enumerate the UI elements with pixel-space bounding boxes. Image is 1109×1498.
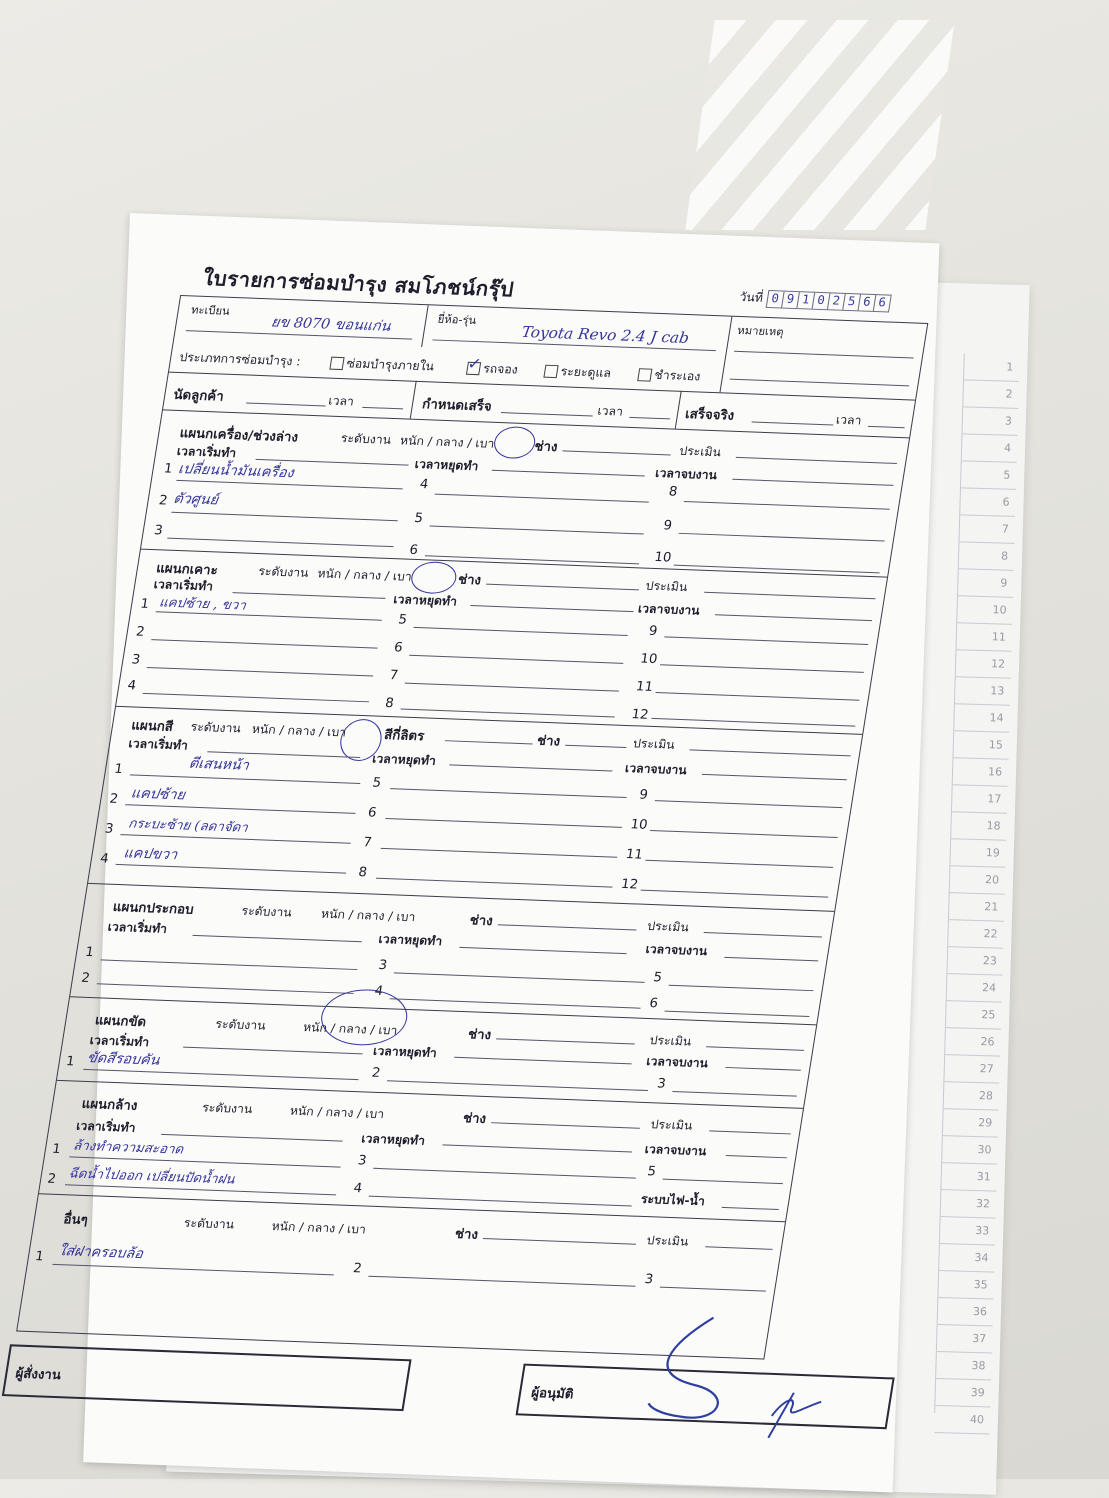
other-dept-label: อื่นๆ	[62, 1212, 89, 1229]
back-sheet-row-number: 26	[945, 1028, 1001, 1057]
start-label: เวลาเริ่มทำ	[88, 1033, 151, 1050]
type-reserved[interactable]	[465, 353, 519, 380]
date-digit: 2	[828, 293, 846, 309]
back-sheet-row-number: 20	[950, 866, 1006, 895]
eval-label: ประเมิน	[648, 1033, 693, 1049]
back-sheet-row-number: 4	[962, 434, 1018, 463]
end-label: เวลาจบงาน	[643, 1142, 708, 1159]
level-label: ระดับงาน	[240, 903, 293, 920]
level-options: หนัก / กลาง / เบา	[302, 1020, 399, 1038]
back-sheet-row-number: 8	[959, 542, 1015, 571]
type-internal-label: ซ่อมบำรุงภายใน	[345, 356, 436, 374]
level-label: ระดับงาน	[257, 564, 310, 580]
model-value: Toyota Revo 2.4 J cab	[520, 322, 691, 348]
back-sheet-row-number: 29	[943, 1109, 999, 1138]
checkbox[interactable]	[637, 368, 652, 381]
plate-label: ทะเบียน	[190, 303, 231, 318]
note-label: หมายเหตุ	[736, 323, 785, 339]
paint-item-1: ตีเสนหน้า	[187, 755, 251, 774]
approver-signature	[614, 1303, 840, 1450]
type-internal[interactable]	[329, 354, 436, 377]
date-digit: 6	[877, 294, 888, 309]
stop-label: เวลาหยุดทำ	[371, 751, 437, 768]
sender-label: ผู้สั่งงาน	[14, 1366, 63, 1384]
stop-label: เวลาหยุดทำ	[360, 1131, 427, 1148]
back-sheet-row-number: 14	[954, 704, 1010, 733]
back-sheet-row-number: 16	[953, 758, 1009, 787]
back-sheet-row-number: 10	[957, 596, 1013, 625]
date-digit: 5	[843, 293, 861, 309]
wash-item-1: ล้างทำความสะอาด	[71, 1138, 185, 1158]
back-sheet-row-number: 24	[947, 974, 1003, 1003]
checkbox[interactable]	[329, 357, 344, 370]
end-label: เวลาจบงาน	[644, 941, 709, 959]
back-sheet-row-number: 22	[948, 920, 1004, 949]
checkbox[interactable]	[543, 365, 558, 378]
paint-section: แผนกสี ระดับงาน หนัก / กลาง / เบา สีกี่ลิตร ช่าง ประเมิน เวลาเริ่มทำ เวลาหยุดทำ เวลาจบงาน 1 ตีเสนหน้า 5 9 2 แคปซ้าย 6 10 3 กระบะซ้าย (ลดาจัดา 7 11 4 แคปขวา 8 12	[88, 706, 862, 912]
tech-label: ช่าง	[533, 439, 559, 456]
start-label: เวลาเริ่มทำ	[127, 736, 189, 753]
other-section: อื่นๆ ระดับงาน หนัก / กลาง / เบา ช่าง ประเมิน 1 ใส่ฝาครอบล้อ 2 3	[17, 1193, 785, 1358]
level-options: หนัก / กลาง / เบา	[270, 1219, 368, 1237]
start-label: เวลาเริ่มทำ	[152, 577, 215, 594]
assembly-section: แผนกประกอบ ระดับงาน หนัก / กลาง / เบา ช่าง ประเมิน เวลาเริ่มทำ เวลาหยุดทำ เวลาจบงาน 1 3 5 2 4 6	[70, 883, 834, 1025]
back-sheet-row-number: 30	[942, 1136, 998, 1165]
paint-item-4: แคปขวา	[122, 845, 179, 864]
body-dept-label: แผนกเคาะ	[155, 561, 219, 579]
back-sheet-row-number: 19	[950, 839, 1006, 868]
back-sheet-row-number: 12	[956, 650, 1012, 679]
level-label: ระดับงาน	[339, 431, 393, 447]
back-sheet-row-number: 7	[959, 515, 1015, 544]
back-sheet-row-number: 25	[946, 1001, 1002, 1030]
body-section: แผนกเคาะ ระดับงาน หนัก / กลาง / เบา ช่าง ประเมิน เวลาเริ่มทำ เวลาหยุดทำ เวลาจบงาน 1 แคปซ้าย , ขวา 5 9 2 6 10 3 7 11 4 8 12	[116, 549, 887, 735]
back-sheet-row-number: 38	[936, 1352, 992, 1381]
engine-item-1: เปลี่ยนน้ำมันเครื่อง	[176, 461, 295, 482]
tech-label: ช่าง	[453, 1226, 480, 1243]
assembly-dept-label: แผนกประกอบ	[111, 899, 195, 918]
back-sheet-row-number: 9	[958, 569, 1014, 598]
back-sheet-row-number: 18	[951, 812, 1007, 841]
date-digit: 1	[797, 292, 815, 308]
back-sheet-row-number: 1	[964, 353, 1020, 382]
polish-dept-label: แผนกขัด	[93, 1013, 148, 1031]
other-item-1: ใส่ฝาครอบล้อ	[57, 1243, 145, 1263]
time-label: เวลา	[596, 403, 625, 419]
checkmark-icon: ✓	[466, 353, 483, 374]
stop-label: เวลาหยุดทำ	[372, 1043, 438, 1061]
tech-label: ช่าง	[468, 913, 494, 930]
back-sheet-row-number: 40	[935, 1406, 991, 1435]
level-options: หนัก / กลาง / เบา	[320, 906, 417, 925]
level-options: หนัก / กลาง / เบา	[288, 1103, 386, 1122]
type-self-pay[interactable]	[637, 365, 702, 386]
engine-section: แผนกเครื่อง/ช่วงล่าง ระดับงาน หนัก / กลาง / เบา ช่าง ประเมิน เวลาเริ่มทำ เวลาหยุดทำ เวลาจบงาน 1 เปลี่ยนน้ำมันเครื่อง 4 8 2 ตัวศูนย์ 5 9 3 6 10	[141, 409, 909, 577]
back-sheet-row-number: 23	[947, 947, 1003, 976]
back-sheet-row-number: 33	[940, 1217, 996, 1246]
back-sheet-row-number: 31	[941, 1163, 997, 1192]
level-options: หนัก / กลาง / เบา	[316, 566, 413, 584]
date-digit: 0	[813, 292, 831, 308]
back-sheet-row-number: 27	[944, 1055, 1000, 1084]
back-sheet-row-number: 6	[960, 488, 1016, 517]
level-options: หนัก / กลาง / เบา	[399, 433, 496, 451]
eval-label: ประเมิน	[645, 1233, 690, 1249]
repair-form	[0, 214, 978, 1488]
date-digit: 0	[767, 291, 785, 307]
tech-label: ช่าง	[466, 1027, 493, 1044]
level-circle-light	[492, 426, 538, 459]
type-maintenance[interactable]	[543, 362, 612, 383]
type-self-pay-label: ชำระเอง	[653, 367, 702, 384]
back-sheet-row-number: 11	[956, 623, 1012, 652]
date-field	[738, 288, 892, 313]
back-sheet-row-number: 21	[949, 893, 1005, 922]
level-options: หนัก / กลาง / เบา	[250, 721, 348, 740]
eval-label: ประเมิน	[678, 443, 723, 460]
plate-value: ยข 8070 ขอนแก่น	[269, 314, 392, 335]
back-sheet-row-number: 32	[941, 1190, 997, 1219]
window-glare	[685, 20, 955, 230]
start-label: เวลาเริ่มทำ	[175, 443, 238, 461]
paint-dept-label: แผนกสี	[130, 718, 175, 735]
level-label: ระดับงาน	[214, 1016, 267, 1033]
back-sheet-row-number: 5	[961, 461, 1017, 490]
time-label: เวลา	[327, 393, 356, 409]
date-digit: 9	[782, 291, 800, 307]
back-sheet-row-number: 13	[955, 677, 1011, 706]
repair-type-label: ประเภทการซ่อมบำรุง :	[178, 349, 302, 369]
done-label: เสร็จจริง	[684, 407, 736, 424]
eval-label: ประเมิน	[649, 1117, 694, 1133]
back-sheet-row-number: 3	[962, 407, 1018, 436]
tech-label: ช่าง	[461, 1111, 488, 1127]
time-label: เวลา	[835, 412, 863, 428]
date-digit: 6	[858, 294, 876, 310]
start-label: เวลาเริ่มทำ	[75, 1118, 137, 1135]
back-sheet-row-number: 34	[939, 1244, 995, 1273]
polish-item-1: ขัดสีรอบคัน	[85, 1050, 161, 1069]
level-label: ระดับงาน	[201, 1100, 254, 1117]
back-sheet-row-number: 35	[938, 1271, 994, 1300]
end-label: เวลาจบงาน	[637, 601, 701, 618]
end-label: เวลาจบงาน	[645, 1054, 710, 1071]
water-system-label: ระบบไฟ-น้ำ	[639, 1191, 706, 1209]
paint-item-3: กระบะซ้าย (ลดาจัดา	[127, 816, 249, 836]
sender-box[interactable]	[2, 1344, 412, 1411]
date-digits	[766, 290, 892, 313]
form-title: ใบรายการซ่อมบำรุง สมโภชน์กรุ๊ป	[201, 265, 516, 302]
type-reserved-label: รถจอง	[482, 361, 519, 377]
back-sheet-row-number: 2	[963, 380, 1019, 409]
stop-label: เวลาหยุดทำ	[413, 456, 480, 474]
back-sheet-row-number: 28	[944, 1082, 1000, 1111]
paint-item-2: แคปซ้าย	[129, 785, 187, 804]
wash-section: แผนกล้าง ระดับงาน หนัก / กลาง / เบา ช่าง ประเมิน เวลาเริ่มทำ เวลาหยุดทำ เวลาจบงาน 1 ล้างทำความสะอาด 3 5 2 ฉีดน้ำไปออก เปลี่ยนปัดน้ำฝน 4 ระบบไฟ-น้ำ	[39, 1080, 803, 1222]
approver-label: ผู้อนุมัติ	[530, 1385, 575, 1403]
level-label: ระดับงาน	[189, 719, 242, 736]
eval-label: ประเมิน	[644, 578, 689, 595]
back-sheet-row-number: 36	[938, 1298, 994, 1327]
level-circle-light	[409, 561, 459, 595]
end-label: เวลาจบงาน	[654, 465, 719, 483]
engine-dept-label: แผนกเครื่อง/ช่วงล่าง	[178, 426, 300, 446]
back-sheet-row-number: 39	[935, 1379, 991, 1408]
model-label: ยี่ห้อ-รุ่น	[436, 312, 478, 328]
stop-label: เวลาหยุดทำ	[392, 592, 459, 609]
back-sheet-row-number: 37	[937, 1325, 993, 1354]
start-label: เวลาเริ่มทำ	[106, 919, 169, 936]
end-label: เวลาจบงาน	[624, 761, 688, 778]
body-item-1: แคปซ้าย , ขวา	[157, 595, 247, 614]
wash-item-2: ฉีดน้ำไปออก เปลี่ยนปัดน้ำฝน	[67, 1166, 236, 1188]
polish-section: แผนกขัด ระดับงาน หนัก / กลาง / เบา ช่าง ประเมิน เวลาเริ่มทำ เวลาหยุดทำ เวลาจบงาน 1 ขัดสีรอบคัน 2 3	[57, 996, 816, 1109]
eval-label: ประเมิน	[632, 736, 676, 752]
date-label: วันที่	[738, 289, 765, 305]
wash-dept-label: แผนกล้าง	[80, 1096, 139, 1114]
back-sheet-row-number: 17	[952, 785, 1008, 814]
repair-form-sheet	[14, 213, 939, 1493]
type-maintenance-label: ระยะดูแล	[559, 364, 613, 381]
back-sheet-row-number: 15	[953, 731, 1009, 760]
back-sheet-number-column	[934, 353, 1020, 1427]
tech-label: ช่าง	[456, 572, 483, 589]
level-label: ระดับงาน	[182, 1215, 236, 1232]
appointment-label: นัดลูกค้า	[172, 387, 225, 405]
tech-label: ช่าง	[535, 733, 562, 750]
due-label: กำหนดเสร็จ	[421, 397, 493, 415]
checkbox-checked[interactable]	[466, 353, 483, 375]
paint-code-label: สีกี่ลิตร	[383, 727, 426, 745]
stop-label: เวลาหยุดทำ	[377, 931, 444, 949]
eval-label: ประเมิน	[646, 918, 690, 935]
form-frame	[16, 295, 928, 1360]
engine-item-2: ตัวศูนย์	[172, 490, 220, 509]
